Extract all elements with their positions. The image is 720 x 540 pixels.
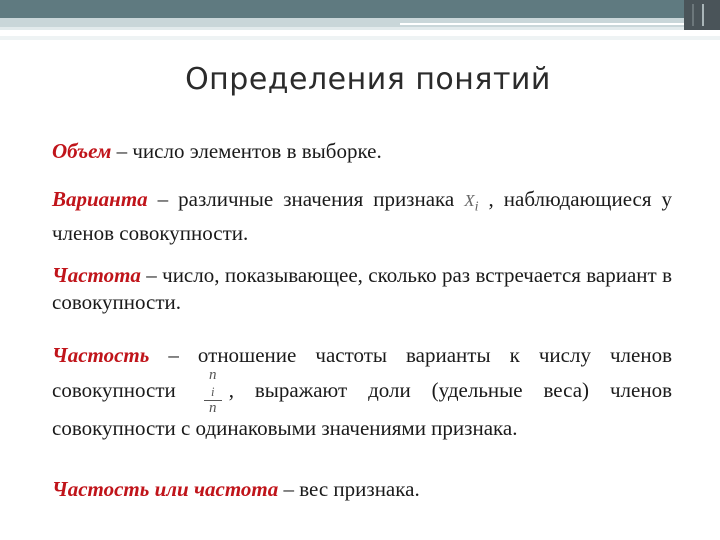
definition-text: – различные значения признака xyxy=(147,187,465,211)
corner-line xyxy=(692,4,694,26)
definition-text: , выражают доли (удельные веса) членов совокупности с одинаковыми значениями признака. xyxy=(52,377,672,440)
header-accent-line xyxy=(400,23,684,25)
header-shadow xyxy=(0,36,720,40)
symbol-x: $X_i$ xyxy=(464,191,479,215)
slide-title: Определения понятий xyxy=(185,62,551,97)
definition-text: , наблюдающиеся у членов совокупности. xyxy=(52,187,673,246)
term: Частость или частота xyxy=(52,477,279,501)
definition-variant xyxy=(52,186,672,247)
term: Частость xyxy=(52,343,150,367)
definition-weight xyxy=(52,476,672,503)
definition-text: – число элементов в выборке. xyxy=(111,139,382,163)
definition-frequency xyxy=(52,262,672,316)
term: Частота xyxy=(52,263,141,287)
corner-line xyxy=(702,4,704,26)
fraction-ni-n: n $_i$ n xyxy=(199,369,227,415)
definition-text: – число, показывающее, сколько раз встречается вариант в совокупности. xyxy=(52,263,672,314)
definition-relative-frequency xyxy=(52,342,672,442)
term: Объем xyxy=(52,139,112,163)
term: Варианта xyxy=(52,187,148,211)
definition-text: – вес признака. xyxy=(278,477,420,501)
definition-text: – отношение частоты варианты к числу членов совокупности xyxy=(52,343,672,402)
header-bar xyxy=(0,0,684,18)
definition-volume xyxy=(52,138,672,165)
header-strip-light xyxy=(0,27,684,30)
